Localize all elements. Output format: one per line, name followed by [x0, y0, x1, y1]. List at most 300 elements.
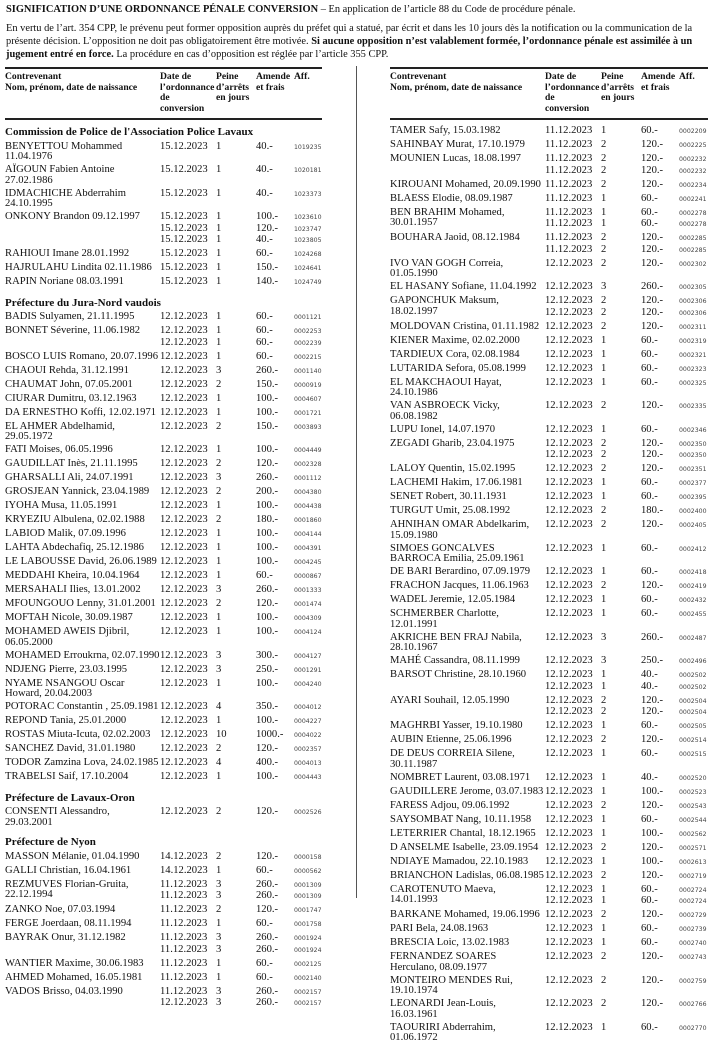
fine-amount: 260.- [256, 472, 279, 484]
offender-name: MAHÉ Cassandra, 08.11.1999 [390, 655, 520, 667]
row-entries [160, 543, 322, 555]
table-row [5, 501, 322, 513]
fine-amount: 260.- [256, 878, 279, 890]
header-text: Date de [160, 71, 192, 82]
case-number: 0002140 [294, 974, 322, 982]
offender-name: IDMACHICHE Abderrahim 24.10.1995 [5, 187, 126, 210]
detention-days: 2 [601, 505, 607, 517]
row-entries [160, 142, 322, 163]
conversion-date: 15.12.2023 [160, 248, 208, 260]
row-entries [160, 445, 322, 457]
conversion-date: 11.12.2023 [545, 139, 593, 151]
table-row [5, 679, 322, 700]
entry-line [160, 557, 322, 569]
fine-amount: 120.- [641, 178, 664, 190]
offender-name: GROSJEAN Yannick, 23.04.1989 [5, 486, 150, 498]
section-heading: Commission de Police de l'Association Police Lavaux [5, 126, 254, 139]
fine-amount: 120.- [256, 806, 279, 818]
conversion-date: 11.12.2023 [545, 218, 593, 230]
conversion-date: 12.12.2023 [160, 715, 208, 727]
row-entries [545, 506, 708, 518]
offender-name: AYARI Souhail, 12.05.1990 [390, 694, 510, 706]
offender-name: CIURAR Dumitru, 03.12.1963 [5, 392, 137, 404]
case-number: 0002306 [679, 298, 707, 306]
offender-name: ZANKO Noe, 07.03.1994 [5, 904, 116, 916]
conversion-date: 12.12.2023 [160, 598, 208, 610]
offender-name: REPOND Tania, 25.01.2000 [5, 715, 127, 727]
fine-amount: 260.- [256, 932, 279, 944]
case-number: 0002515 [679, 751, 707, 759]
offender-name: NDJENG Pierre, 23.03.1995 [5, 663, 128, 675]
case-number: 0002526 [294, 809, 322, 817]
offender-name: DA ERNESTHO Koffi, 12.02.1971 [5, 406, 157, 418]
conversion-date: 12.12.2023 [545, 376, 593, 388]
detention-days: 1 [601, 827, 607, 839]
section-heading: Préfecture de Lavaux-Oron [5, 791, 135, 804]
offender-name: KIROUANI Mohamed, 20.09.1990 [390, 178, 541, 190]
fine-amount: 40.- [641, 680, 658, 692]
detention-days: 1 [601, 218, 607, 230]
entry-line [545, 721, 708, 733]
offender-name: ZEGADI Gharib, 23.04.1975 [390, 437, 515, 449]
table-row [390, 721, 708, 733]
table-row [390, 350, 708, 362]
detention-days: 1 [601, 334, 607, 346]
row-entries [545, 439, 708, 462]
offender-name: SIMOES GONCALVES BARROCA Emilia, 25.09.1961 [390, 542, 525, 565]
conversion-date: 12.12.2023 [545, 974, 593, 986]
offender-name: REZMUVES Florian-Gruita, 22.12.1994 [5, 878, 129, 901]
fine-amount: 120.- [641, 463, 664, 475]
case-number: 0002351 [679, 466, 707, 474]
entry-line [545, 492, 708, 504]
table-row [5, 585, 322, 597]
entry-line [160, 571, 322, 583]
conversion-date: 12.12.2023 [545, 883, 593, 895]
entry-line [545, 166, 708, 178]
fine-amount: 40.- [256, 164, 273, 176]
row-entries [545, 544, 708, 565]
notice-text-bold: Si aucune opposition n’est valablement formée, l’ordonnance pénale est assimilée à un jugement entré en force. [6, 36, 693, 60]
conversion-date: 12.12.2023 [545, 785, 593, 797]
offender-name: FERNANDEZ SOARES Herculano, 08.09.1977 [390, 951, 497, 973]
conversion-date: 12.12.2023 [160, 677, 208, 689]
offender-name: WANTIER Maxime, 30.06.1983 [5, 957, 144, 969]
detention-days: 3 [216, 649, 222, 661]
conversion-date: 15.12.2023 [160, 140, 208, 152]
offender-name: NDIAYE Mamadou, 22.10.1983 [390, 855, 529, 867]
row-entries [545, 425, 708, 437]
conversion-date: 12.12.2023 [545, 295, 593, 307]
conversion-date: 12.12.2023 [545, 580, 593, 592]
conversion-date: 12.12.2023 [160, 392, 208, 404]
offender-name: NOMBRET Laurent, 03.08.1971 [390, 771, 531, 783]
row-entries [160, 529, 322, 541]
offender-name: AKRICHE BEN FRAJ Nabila, 28.10.1967 [390, 631, 522, 654]
table-row [390, 1023, 708, 1044]
table-row [390, 633, 708, 654]
fine-amount: 60.- [641, 542, 658, 554]
header-text: en jours [601, 92, 635, 104]
header-text: Contrevenant [390, 71, 447, 82]
table-row [390, 233, 708, 256]
entry-line [160, 716, 322, 728]
case-number: 0002157 [294, 988, 322, 996]
table-row [5, 277, 322, 289]
row-entries [545, 656, 708, 668]
table-row [390, 464, 708, 476]
conversion-date: 14.12.2023 [160, 850, 208, 862]
offender-name: AUBIN Etienne, 25.06.1996 [390, 734, 512, 746]
row-entries [160, 807, 322, 828]
row-entries [545, 885, 708, 908]
detention-days: 1 [601, 813, 607, 825]
detention-days: 1 [601, 680, 607, 692]
fine-amount: 120.- [641, 164, 664, 176]
row-entries [160, 557, 322, 569]
table-row [390, 749, 708, 770]
conversion-date: 12.12.2023 [545, 477, 593, 489]
fine-amount: 260.- [641, 631, 664, 643]
notice-text-end: La procédure en cas d’opposition est réglée par l’article 355 CPP. [113, 49, 389, 60]
header-text: l’ordonnance [160, 81, 215, 93]
table-row [390, 871, 708, 883]
entry-line [545, 245, 708, 257]
fine-amount: 120.- [641, 734, 664, 746]
row-entries [545, 857, 708, 869]
conversion-date: 12.12.2023 [160, 556, 208, 568]
fine-amount: 120.- [641, 799, 664, 811]
row-entries [160, 422, 322, 443]
conversion-date: 12.12.2023 [160, 729, 208, 741]
fine-amount: 100.- [256, 542, 279, 554]
fine-amount: 150.- [256, 420, 279, 432]
conversion-date: 12.12.2023 [545, 423, 593, 435]
detention-days: 2 [216, 420, 222, 432]
case-number: 0002544 [679, 816, 707, 824]
header-text: Amende [256, 71, 291, 82]
table-row [390, 126, 708, 138]
conversion-date: 15.12.2023 [160, 187, 208, 199]
offender-name: MOHAMED AWEIS Djibril, 06.05.2000 [5, 626, 130, 648]
case-number: 0002504 [679, 697, 707, 705]
offender-name: FERGE Joerdaan, 08.11.1994 [5, 918, 132, 930]
entry-line [160, 613, 322, 625]
conversion-date: 11.12.2023 [545, 206, 593, 218]
conversion-date: 12.12.2023 [160, 584, 208, 596]
fine-amount: 60.- [641, 218, 658, 230]
case-number: 0002319 [679, 337, 707, 345]
row-entries [160, 326, 322, 349]
conversion-date: 11.12.2023 [545, 243, 593, 255]
case-number: 0002232 [679, 156, 707, 164]
entry-line [160, 263, 322, 275]
table-row [5, 142, 322, 163]
conversion-date: 11.12.2023 [160, 971, 208, 983]
case-number: 0002335 [679, 403, 707, 411]
offender-name: NYAME NSANGOU Oscar Howard, 20.04.2003 [5, 677, 125, 700]
conversion-date: 12.12.2023 [545, 463, 593, 475]
entry-line [545, 682, 708, 694]
table-row [390, 924, 708, 936]
conversion-date: 12.12.2023 [160, 743, 208, 755]
case-number: 0001924 [294, 946, 322, 954]
entry-line [160, 459, 322, 471]
notice-title-line [6, 3, 706, 16]
table-row [5, 702, 322, 714]
table-row [390, 282, 708, 294]
section-heading: Préfecture du Jura-Nord vaudois [5, 296, 161, 309]
table-row [5, 905, 322, 917]
entry-line [160, 891, 322, 903]
notice-paragraph [6, 22, 706, 61]
row-entries [160, 613, 322, 625]
fine-amount: 120.- [641, 519, 664, 531]
row-entries [160, 487, 322, 499]
conversion-date: 12.12.2023 [545, 1021, 593, 1033]
table-row [5, 212, 322, 247]
offender-name: AHMED Mohamed, 16.05.1981 [5, 971, 143, 983]
entry-line [545, 282, 708, 294]
case-number: 0004443 [294, 774, 322, 782]
header-text: l’ordonnance [545, 81, 600, 93]
row-entries [545, 520, 708, 541]
entry-line [160, 394, 322, 406]
table-row [390, 378, 708, 399]
case-number: 0004012 [294, 704, 322, 712]
table-row [5, 571, 322, 583]
fine-amount: 120.- [641, 694, 664, 706]
conversion-date: 12.12.2023 [545, 909, 593, 921]
case-number: 0002523 [679, 788, 707, 796]
row-entries [160, 987, 322, 1010]
table-row [5, 165, 322, 186]
detention-days: 2 [601, 178, 607, 190]
entry-line [545, 126, 708, 138]
fine-amount: 150.- [256, 262, 279, 274]
table-row [5, 352, 322, 364]
fine-amount: 100.- [256, 677, 279, 689]
case-number: 0002241 [679, 195, 707, 203]
case-number: 0002278 [679, 221, 707, 229]
case-number: 1024749 [294, 279, 322, 287]
conversion-date: 11.12.2023 [545, 125, 593, 137]
fine-amount: 260.- [256, 985, 279, 997]
fine-amount: 250.- [641, 655, 664, 667]
entry-line [160, 585, 322, 597]
offender-name: SAYSOMBAT Nang, 10.11.1958 [390, 813, 532, 825]
header-aff [294, 72, 322, 114]
detention-days: 2 [601, 400, 607, 412]
offender-name: CONSENTI Alessandro, 29.03.2001 [5, 806, 110, 828]
conversion-date: 12.12.2023 [545, 362, 593, 374]
fine-amount: 120.- [641, 306, 664, 318]
case-number: 0002514 [679, 737, 707, 745]
detention-days: 1 [601, 594, 607, 606]
row-entries [545, 787, 708, 799]
fine-amount: 100.- [256, 528, 279, 540]
case-number: 0003893 [294, 423, 322, 431]
detention-days: 1 [216, 187, 222, 199]
entry-line [160, 380, 322, 392]
conversion-date: 11.12.2023 [160, 904, 208, 916]
conversion-date: 12.12.2023 [545, 937, 593, 949]
case-number: 1019235 [294, 143, 322, 151]
row-entries [160, 408, 322, 420]
fine-amount: 60.- [641, 895, 658, 907]
row-entries [160, 702, 322, 714]
detention-days: 2 [601, 951, 607, 963]
fine-amount: 260.- [256, 943, 279, 955]
case-number: 0002346 [679, 426, 707, 434]
detention-days: 1 [601, 125, 607, 137]
table-row [390, 425, 708, 437]
table-row [5, 459, 322, 471]
case-number: 0002724 [679, 886, 707, 894]
case-number: 0002502 [679, 672, 707, 680]
right-column [390, 67, 708, 1044]
detention-days: 3 [216, 943, 222, 955]
fine-amount: 100.- [256, 406, 279, 418]
offender-name: BRESCIA Loic, 13.02.1983 [390, 937, 510, 949]
row-entries [545, 322, 708, 334]
detention-days: 1 [601, 423, 607, 435]
conversion-date: 11.12.2023 [160, 943, 208, 955]
entry-line [160, 665, 322, 677]
table-row [390, 735, 708, 747]
table-row [390, 180, 708, 192]
conversion-date: 12.12.2023 [545, 655, 593, 667]
entry-line [545, 609, 708, 621]
table-row [390, 259, 708, 280]
conversion-date: 11.12.2023 [545, 178, 593, 190]
conversion-date: 12.12.2023 [545, 306, 593, 318]
entry-line [545, 464, 708, 476]
table-row [5, 543, 322, 555]
conversion-date: 12.12.2023 [160, 663, 208, 675]
detention-days: 1 [216, 612, 222, 624]
table-row [5, 515, 322, 527]
detention-days: 1 [216, 771, 222, 783]
detention-days: 1 [601, 895, 607, 907]
conversion-date: 15.12.2023 [160, 262, 208, 274]
offender-name: EL MAKCHAOUI Hayat, 24.10.1986 [390, 376, 502, 399]
entry-line [545, 140, 708, 152]
table-row [5, 613, 322, 625]
entry-line [160, 189, 322, 201]
row-entries [545, 924, 708, 936]
table-row [390, 492, 708, 504]
detention-days: 1 [601, 542, 607, 554]
case-number: 0004127 [294, 652, 322, 660]
offender-name: BARKANE Mohamed, 19.06.1996 [390, 909, 540, 921]
fine-amount: 120.- [641, 974, 664, 986]
entry-line [545, 801, 708, 813]
fine-amount: 60.- [641, 376, 658, 388]
entry-line [545, 656, 708, 668]
entry-line [545, 787, 708, 799]
table-row [390, 154, 708, 177]
offender-name: WADEL Jeremie, 12.05.1984 [390, 594, 516, 606]
case-number: 0002418 [679, 569, 707, 577]
conversion-date: 12.12.2023 [545, 799, 593, 811]
detention-days: 2 [601, 139, 607, 151]
case-number: 0000562 [294, 867, 322, 875]
case-number: 0002412 [679, 545, 707, 553]
row-entries [545, 350, 708, 362]
offender-name: BLAESS Elodie, 08.09.1987 [390, 192, 513, 204]
detention-days: 1 [216, 444, 222, 456]
fine-amount: 120.- [641, 153, 664, 165]
offender-name: BARSOT Christine, 28.10.1960 [390, 669, 527, 681]
table-row [390, 670, 708, 693]
table-row [5, 599, 322, 611]
header-peine [601, 72, 641, 114]
table-row [5, 557, 322, 569]
header-text: Nom, prénom, date de naissance [5, 81, 138, 93]
fine-amount: 60.- [256, 971, 273, 983]
case-number: 1024641 [294, 265, 322, 273]
row-entries [160, 651, 322, 663]
fine-amount: 120.- [641, 320, 664, 332]
table-row [390, 787, 708, 799]
conversion-date: 12.12.2023 [545, 827, 593, 839]
case-number: 0001309 [294, 893, 322, 901]
row-entries [160, 744, 322, 756]
conversion-date: 12.12.2023 [545, 320, 593, 332]
detention-days: 2 [601, 869, 607, 881]
table-row [5, 852, 322, 864]
row-entries [545, 815, 708, 827]
row-entries [545, 581, 708, 593]
detention-days: 1 [216, 211, 222, 223]
entry-line [160, 772, 322, 784]
detention-days: 1 [601, 883, 607, 895]
offender-name: LEONARDI Jean-Louis, 16.03.1961 [390, 998, 496, 1020]
entry-line [160, 651, 322, 663]
conversion-date: 15.12.2023 [160, 211, 208, 223]
fine-amount: 120.- [641, 951, 664, 963]
entry-line [160, 627, 322, 639]
table-row [390, 857, 708, 869]
header-date [160, 72, 216, 114]
table-row [5, 394, 322, 406]
fine-amount: 60.- [641, 720, 658, 732]
detention-days: 2 [216, 378, 222, 390]
fine-amount: 60.- [256, 957, 273, 969]
offender-name: CAROTENUTO Maeva, 14.01.1993 [390, 883, 496, 906]
case-number: 0002209 [679, 128, 707, 136]
entry-line [545, 910, 708, 922]
table-row [390, 595, 708, 607]
detention-days: 1 [601, 669, 607, 681]
offender-name: BADIS Sulyamen, 21.11.1995 [5, 311, 135, 323]
row-entries [545, 336, 708, 348]
case-number: 0002225 [679, 142, 707, 150]
row-entries [545, 259, 708, 280]
offender-name: LUTARIDA Sefora, 05.08.1999 [390, 362, 526, 374]
table-row [5, 772, 322, 784]
conversion-date: 12.12.2023 [545, 334, 593, 346]
row-entries [545, 721, 708, 733]
row-entries [160, 212, 322, 247]
row-entries [160, 959, 322, 971]
case-number: 0001333 [294, 587, 322, 595]
fine-amount: 60.- [256, 248, 273, 260]
detention-days: 2 [601, 232, 607, 244]
fine-amount: 150.- [256, 378, 279, 390]
case-number: 0000158 [294, 853, 322, 861]
